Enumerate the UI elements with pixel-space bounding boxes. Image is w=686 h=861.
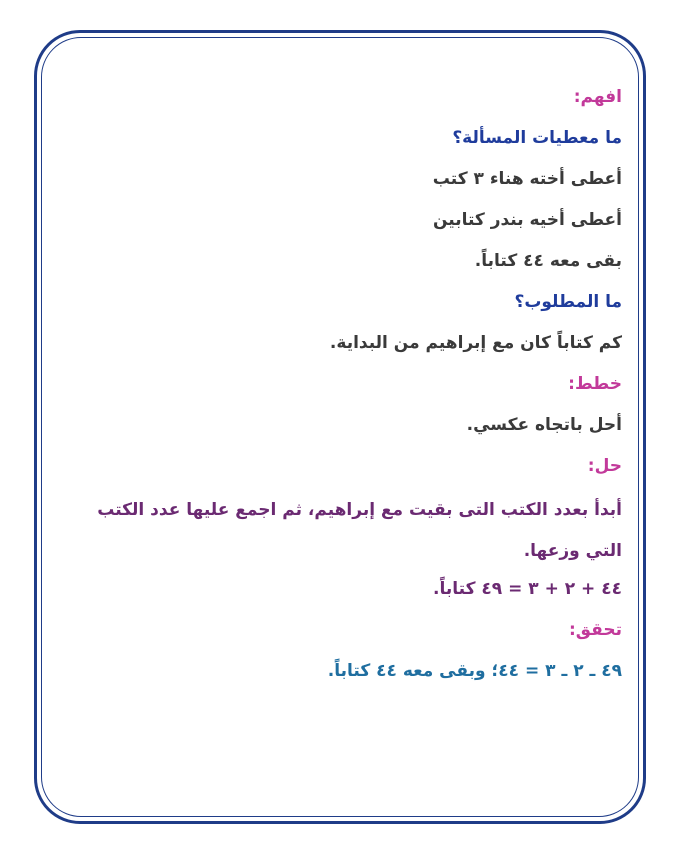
given-item: أعطى أخيه بندر كتابين: [432, 210, 622, 230]
plan-heading: خطط:: [568, 374, 622, 394]
understand-heading: افهم:: [573, 87, 622, 107]
solve-text: أبدأ بعدد الكتب التى بقيت مع إبراهيم، ثم اجمع عليها عدد الكتب التي وزعها.: [97, 500, 622, 561]
givens-question: ما معطيات المسألة؟: [452, 128, 622, 148]
given-item: أعطى أخته هناء ٣ كتب: [432, 169, 622, 189]
given-item: بقى معه ٤٤ كتاباً.: [474, 251, 622, 271]
solve-equation: ٤٤ + ٢ + ٣ = ٤٩ كتاباً.: [433, 579, 622, 599]
required-text: كم كتاباً كان مع إبراهيم من البداية.: [329, 333, 622, 353]
solve-heading: حل:: [587, 456, 622, 476]
required-question: ما المطلوب؟: [514, 292, 622, 312]
worksheet-content: [70, 80, 622, 695]
plan-text: أحل باتجاه عكسي.: [466, 415, 622, 435]
check-heading: تحقق:: [569, 620, 622, 640]
check-equation: ٤٩ ـ ٢ ـ ٣ = ٤٤؛ وبقى معه ٤٤ كتاباً.: [327, 661, 622, 681]
